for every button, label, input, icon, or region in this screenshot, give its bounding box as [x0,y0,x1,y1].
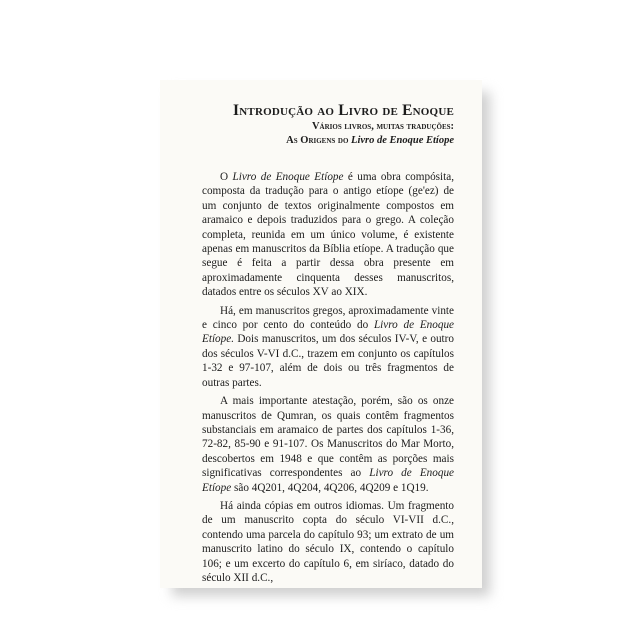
paragraph-2-text-b: Dois manuscritos, um dos séculos IV-V, e outro dos séculos V-VI d.C., trazem em conjunto os capítulos 1-32 e 97-107, além de dois ou três fragmentos de outras partes. [202,333,454,389]
paragraph-3-text-a: A mais importante atestação, porém, são os onze manuscritos de Qumran, os quais contêm fragmentos substanciais em aramaico de partes dos capítulos 1-36, 72-82, 85-90 e 91-107. Os Manuscritos do Mar Morto, descobertos em 1948 e que contêm as porções mais significativas correspondentes ao [202,395,454,480]
body-text [202,170,454,585]
paragraph-1-text-a: O [220,171,233,183]
paragraph-1-text-b: é uma obra compósita, composta da tradução para o antigo etíope (ge'ez) de um conjunto de textos originalmente compostos em aramaico e depois traduzidos para o grego. A coleção completa, reunida em um único volume, é existente apenas em manuscritos da Bíblia etíope. A tradução que segue é feita a partir dessa obra presente em aproximadamente cinquenta desses manuscritos, datados entre os séculos XV ao XIX. [202,171,454,299]
paragraph-4 [202,499,454,585]
paragraph-3-text-b: são 4Q201, 4Q204, 4Q206, 4Q209 e 1Q19. [231,481,429,494]
paragraph-2-italic: Livro de Enoque Etíope. [202,319,455,346]
paragraph-4-text-a: Há ainda cópias em outros idiomas. Um fragmento de um manuscrito copta do século VI-VII d.C., contendo uma parcela do capítulo 93; um extrato de um manuscrito latino do século IX, contendo o capítulo 106; e um excerto do capítulo 6, em siríaco, datado do século XII d.C., [202,499,454,584]
paragraph-3 [202,394,454,495]
paragraph-3-italic: Livro de Enoque Etíope [202,467,455,494]
book-page [160,80,482,588]
subtitle-book-name: Livro de Enoque Etíope [351,135,454,146]
subtitle-prefix: As Origens do [286,135,352,146]
paragraph-1 [202,170,454,300]
paragraph-1-italic: Livro de Enoque Etíope [232,171,344,183]
chapter-subtitle-line-2 [202,134,454,148]
chapter-title: Introdução ao Livro de Enoque [233,102,454,119]
paragraph-2-text-a: Há, em manuscritos gregos, aproximadamente vinte e cinco por cento do conteúdo do [202,304,454,332]
chapter-subtitle-line-1: Vários livros, muitas traduções: [311,121,454,132]
paragraph-2 [202,304,454,390]
